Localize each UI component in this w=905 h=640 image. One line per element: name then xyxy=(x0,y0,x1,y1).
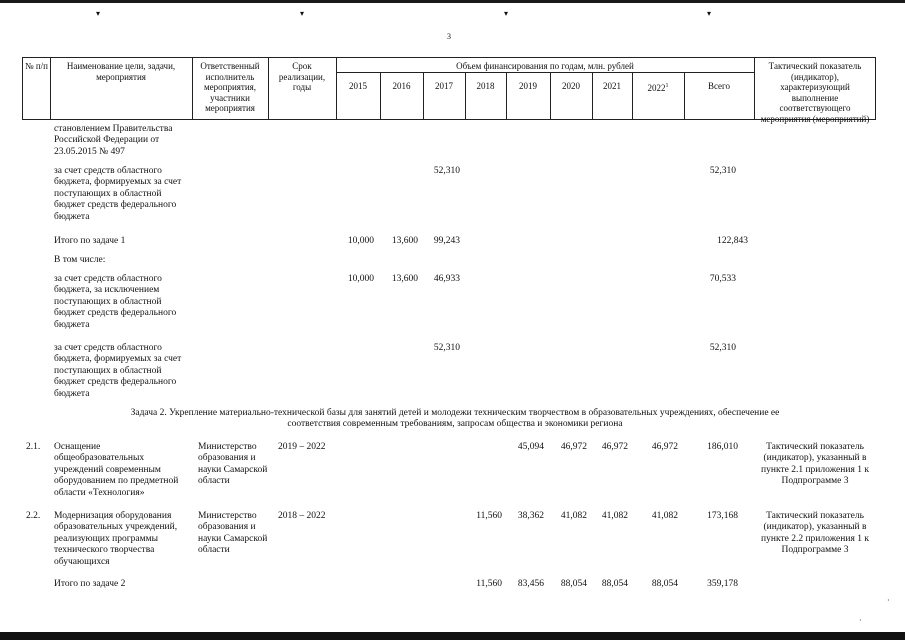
cell-2020: 46,972 xyxy=(560,442,587,452)
scan-mark: ▾ xyxy=(504,9,509,18)
footnote-marker: 1 xyxy=(665,83,669,89)
cell-2019: 45,094 xyxy=(517,442,544,452)
cell-total: 186,010 xyxy=(707,442,738,452)
header-year: 2017 xyxy=(435,81,453,91)
scan-speck: · xyxy=(859,616,862,625)
row-name: Итого по задаче 2 xyxy=(54,579,126,589)
header-year: 2019 xyxy=(519,81,537,91)
scan-mark: ▾ xyxy=(707,9,712,18)
row-name: Итого по задаче 1 xyxy=(54,236,126,246)
scan-speck: · xyxy=(887,596,890,605)
row-name: становлением Правительства Российской Федерации от 23.05.2015 № 497 xyxy=(54,124,173,157)
header-indicator: Тактический показатель (индикатор), характеризующий выполнение соответствующего мероприятия (мероприятий) xyxy=(760,61,870,124)
cell-2015: 10,000 xyxy=(347,274,374,284)
finance-subheader-border xyxy=(336,72,754,73)
cell-2022: 41,082 xyxy=(651,511,678,521)
header-year: 2022 xyxy=(647,83,666,93)
header-total: Всего xyxy=(707,81,731,91)
header-col-border xyxy=(50,57,51,120)
cell-2019: 83,456 xyxy=(517,579,544,589)
cell-2022: 46,972 xyxy=(651,442,678,452)
header-top-border xyxy=(22,57,875,58)
header-col-border xyxy=(632,72,633,120)
row-term: 2018 – 2022 xyxy=(278,511,326,521)
cell-2017: 52,310 xyxy=(433,343,460,353)
header-col-border xyxy=(268,57,269,120)
header-col-border xyxy=(592,72,593,120)
row-indicator: Тактический показатель (индикатор), указанный в пункте 2.1 приложения 1 к Подпрограмме 3 xyxy=(761,442,869,487)
row-num: 2.1. xyxy=(26,442,41,452)
cell-2016: 13,600 xyxy=(391,274,418,284)
scan-mark: ▾ xyxy=(96,9,101,18)
cell-2020: 88,054 xyxy=(560,579,587,589)
header-col-border xyxy=(192,57,193,120)
cell-total: 173,168 xyxy=(707,511,738,521)
cell-2019: 38,362 xyxy=(517,511,544,521)
header-col-border xyxy=(380,72,381,120)
row-name: за счет средств областного бюджета, за исключением поступающих в областной бюджет средств федерального бюджета xyxy=(54,274,177,330)
row-term: 2019 – 2022 xyxy=(278,442,326,452)
header-num: № п/п xyxy=(25,61,48,71)
row-name: В том числе: xyxy=(54,255,106,265)
header-bottom-border xyxy=(22,119,875,120)
scan-bottom-edge xyxy=(0,632,905,640)
cell-2017: 52,310 xyxy=(433,166,460,176)
scan-top-edge xyxy=(0,0,905,3)
cell-total: 359,178 xyxy=(707,579,738,589)
cell-2015: 10,000 xyxy=(347,236,374,246)
header-col-border xyxy=(684,72,685,120)
header-col-border xyxy=(465,72,466,120)
cell-total: 52,310 xyxy=(709,343,736,353)
header-term: Срок реализации, годы xyxy=(278,61,326,92)
header-col-border xyxy=(423,72,424,120)
row-name: за счет средств областного бюджета, формируемых за счет поступающих в областной бюджет средств федерального бюджета xyxy=(54,343,182,399)
cell-2022: 88,054 xyxy=(651,579,678,589)
task2-title: Задача 2. Укрепление материально-технической базы для занятий детей и молодежи техническим творчеством в образовательных учреждениях, обеспечение ее соответствия современным требованиям, запросам общества и экономики региона xyxy=(130,408,780,429)
header-responsible: Ответственный исполнитель мероприятия, участники мероприятия xyxy=(200,61,260,113)
header-year: 2018 xyxy=(476,81,495,91)
header-finance: Объем финансирования по годам, млн. рублей xyxy=(456,61,634,71)
cell-2016: 13,600 xyxy=(391,236,418,246)
header-col-border xyxy=(754,57,755,120)
cell-2021: 46,972 xyxy=(601,442,628,452)
scan-mark: ▾ xyxy=(300,9,305,18)
header-col-border xyxy=(550,72,551,120)
cell-2020: 41,082 xyxy=(560,511,587,521)
cell-total: 70,533 xyxy=(709,274,736,284)
row-responsible: Министерство образования и науки Самарской области xyxy=(198,511,268,556)
header-year: 2021 xyxy=(603,81,621,91)
header-year: 2016 xyxy=(392,81,411,91)
row-num: 2.2. xyxy=(26,511,41,521)
cell-2021: 88,054 xyxy=(601,579,628,589)
header-col-border xyxy=(506,72,507,120)
row-name: Модернизация оборудования образовательных учреждений, реализующих программы технического творчества обучающихся xyxy=(54,511,178,567)
cell-total: 52,310 xyxy=(709,166,736,176)
cell-total: 122,843 xyxy=(717,236,748,246)
page-number: 3 xyxy=(447,32,451,41)
row-indicator: Тактический показатель (индикатор), указанный в пункте 2.2 приложения 1 к Подпрограмме 3 xyxy=(761,511,869,556)
cell-2017: 46,933 xyxy=(433,274,460,284)
cell-2017: 99,243 xyxy=(433,236,460,246)
header-year: 2020 xyxy=(562,81,580,91)
header-year-2022 xyxy=(632,81,684,94)
row-name: Оснащение общеобразовательных учреждений современным оборудованием по предметной области «Технология» xyxy=(54,442,179,498)
row-name: за счет средств областного бюджета, формируемых за счет поступающих в областной бюджет средств федерального бюджета xyxy=(54,166,182,222)
cell-2021: 41,082 xyxy=(601,511,628,521)
cell-2018: 11,560 xyxy=(476,511,502,521)
header-col-border xyxy=(875,57,876,120)
header-name: Наименование цели, задачи, мероприятия xyxy=(66,61,176,82)
cell-2018: 11,560 xyxy=(476,579,502,589)
header-year: 2015 xyxy=(349,81,367,91)
row-responsible: Министерство образования и науки Самарской области xyxy=(198,442,268,487)
